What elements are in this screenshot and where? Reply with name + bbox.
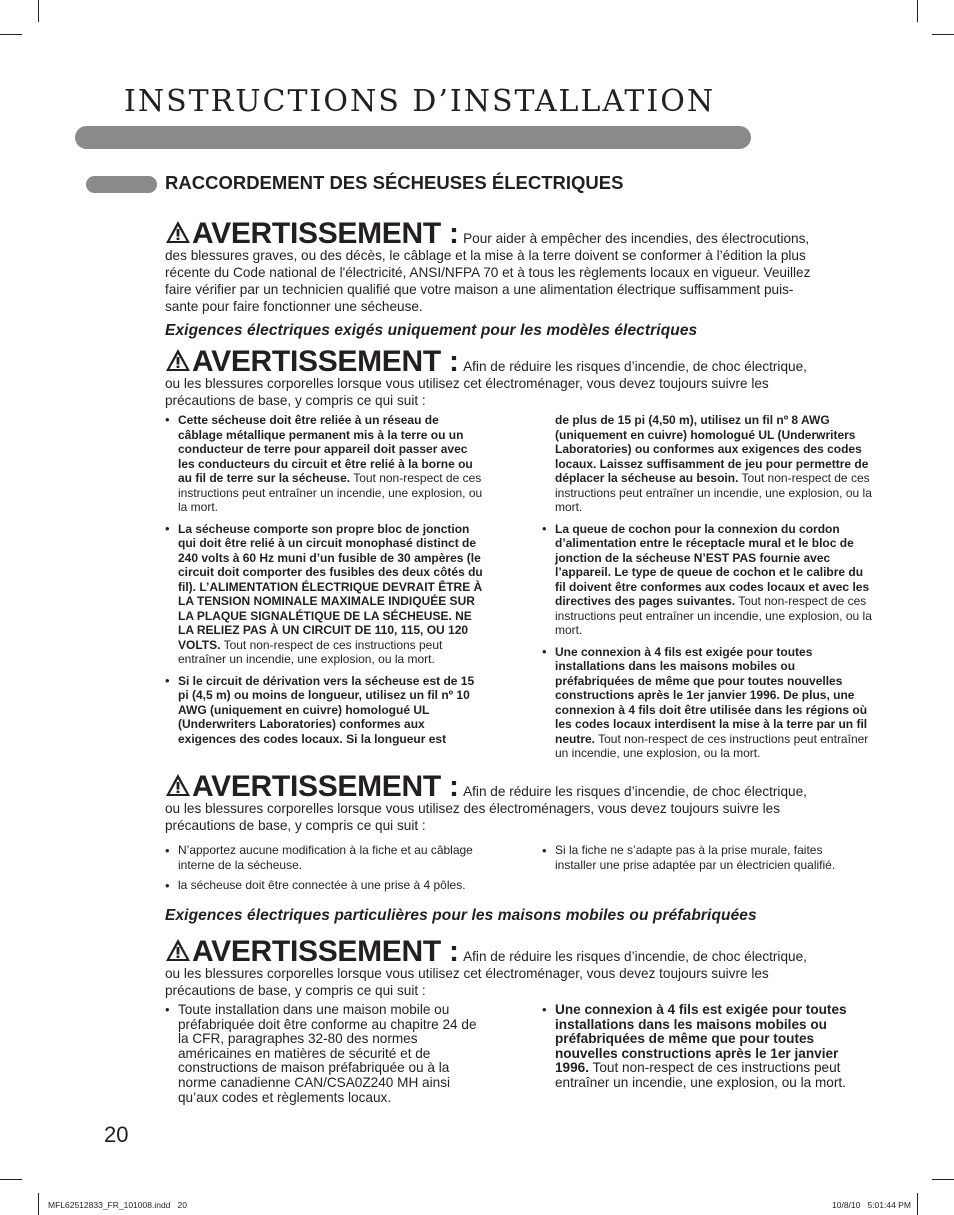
warning-word: AVERTISSEMENT : bbox=[192, 345, 459, 378]
warning-triangle-icon bbox=[165, 348, 191, 372]
crop-mark bbox=[38, 1193, 39, 1215]
warning-header bbox=[165, 770, 885, 804]
warning-line: précautions de base, y compris ce qui suit : bbox=[165, 983, 426, 998]
left-bullet-column bbox=[165, 413, 485, 753]
warning-body bbox=[165, 247, 885, 315]
list-item bbox=[542, 645, 872, 761]
list-item bbox=[165, 674, 485, 747]
list-item bbox=[542, 1003, 862, 1091]
title-bar bbox=[75, 126, 751, 149]
list-item bbox=[165, 413, 485, 515]
list-item: • Toute installation dans une maison mobile ou préfabriquée doit être conforme au chapitre 24 de la CFR, paragraphes 32-80 des normes américaines en matières de sécurité et de constructions de maison préfabriquée ou à la norme canadienne CAN/CSA0Z240 MH ainsi qu’aux codes et règlements locaux. bbox=[165, 1003, 485, 1105]
left-bullet-column bbox=[165, 843, 495, 898]
crop-mark bbox=[0, 1179, 22, 1180]
right-bullet-column bbox=[542, 843, 852, 878]
right-bullet-column bbox=[542, 1003, 862, 1098]
warning-line: sante pour faire fonctionner une sécheuse. bbox=[165, 299, 423, 314]
list-item bbox=[165, 522, 485, 667]
left-bullet-column bbox=[165, 1003, 485, 1112]
list-item: • Si la fiche ne s’adapte pas à la prise murale, faites installer une prise adaptée par un électricien qualifié. bbox=[542, 843, 852, 873]
footer-file-info: MFL62512833_FR_101008.indd 20 bbox=[48, 1200, 187, 1210]
subheading-electric-models: Exigences électriques exigés uniquement pour les modèles électriques bbox=[165, 322, 698, 339]
warning-line: récente du Code national de l'électricité, ANSI/NFPA 70 et à tous les règlements locaux en vigueur. Veuillez bbox=[165, 265, 811, 280]
bullet-bold-text: La sécheuse comporte son propre bloc de jonction qui doit être relié à un circuit monophasé distinct de 240 volts à 60 Hz muni d’un fusible de 30 ampères (le circuit doit comporter des fusibles des deux côtés du fil). L’ALIMENTATION ÉLECTRIQUE DEVRAIT ÊTRE À LA TENSION NOMINALE MAXIMALE INDIQUÉE SUR LA PLAQUE SIGNALÉTIQUE DE LA SÉCHEUSE. NE LA RELIEZ PAS À UN CIRCUIT DE 110, 115, OU 120 VOLTS. bbox=[178, 521, 483, 652]
warning-header bbox=[165, 217, 885, 251]
warning-lead: Afin de réduire les risques d’incendie, de choc électrique, bbox=[463, 359, 807, 374]
warning-line: des blessures graves, ou des décès, le câblage et la mise à la terre doivent se conformer à l’édition la plus bbox=[165, 248, 806, 263]
warning-block-2 bbox=[165, 345, 885, 409]
bullet-bold-text: de plus de 15 pi (4,50 m), utilisez un fil nº 8 AWG (uniquement en cuivre) homologué UL (Underwriters Laboratories) ou conformes aux exigences des codes locaux. Laissez suffisamment de jeu pour permettre de déplacer la sécheuse au besoin. bbox=[555, 413, 869, 485]
subheading-mobile-homes: Exigences électriques particulières pour les maisons mobiles ou préfabriquées bbox=[165, 907, 757, 924]
warning-line: précautions de base, y compris ce qui suit : bbox=[165, 393, 426, 408]
crop-mark bbox=[38, 0, 39, 22]
crop-mark bbox=[932, 34, 954, 35]
footer-date: 10/8/10 5:01:44 PM bbox=[832, 1200, 911, 1210]
warning-triangle-icon bbox=[165, 938, 191, 962]
warning-triangle-icon bbox=[165, 773, 191, 797]
warning-line: précautions de base, y compris ce qui suit : bbox=[165, 818, 426, 833]
list-item bbox=[542, 522, 872, 638]
bullet-bold-text: Si le circuit de dérivation vers la sécheuse est de 15 pi (4,5 m) ou moins de longueur, utilisez un fil nº 10 AWG (uniquement en cuivre) homologué UL (Underwriters Laboratories) conformes aux exigences des codes locaux. Si la longueur est bbox=[178, 673, 475, 746]
crop-mark bbox=[917, 0, 918, 22]
bullet-text: Tout non-respect de ces instructions peut entraîner un incendie, une explosion, ou la mort. bbox=[178, 637, 443, 666]
warning-line: ou les blessures corporelles lorsque vous utilisez cet électroménager, vous devez toujours suivre les bbox=[165, 966, 769, 981]
warning-lead: Afin de réduire les risques d’incendie, de choc électrique, bbox=[463, 784, 807, 799]
warning-lead: Pour aider à empêcher des incendies, des électrocutions, bbox=[463, 231, 810, 246]
bullet-text: Tout non-respect de ces instructions peut entraîner un incendie, une explosion, ou la mort. bbox=[555, 471, 872, 514]
list-item-continuation bbox=[542, 413, 872, 515]
warning-triangle-icon bbox=[165, 220, 191, 244]
warning-word: AVERTISSEMENT : bbox=[192, 770, 459, 803]
warning-block-3 bbox=[165, 770, 885, 834]
right-bullet-column bbox=[542, 413, 872, 768]
crop-mark bbox=[917, 1193, 918, 1215]
bullet-bold-text: Une connexion à 4 fils est exigée pour toutes installations dans les maisons mobiles ou préfabriquées de même que pour toutes nouvelles constructions après le 1er janvier 1996. De plus, une connexion à 4 fils doit être utilisée dans les régions où les codes locaux interdisent la mise à la terre par un fil neutre. bbox=[555, 644, 868, 746]
section-pill bbox=[86, 176, 157, 193]
warning-header bbox=[165, 345, 885, 379]
list-item: • la sécheuse doit être connectée à une prise à 4 pôles. bbox=[165, 878, 495, 893]
page-title: INSTRUCTIONS D’INSTALLATION bbox=[124, 84, 716, 119]
warning-lead: Afin de réduire les risques d’incendie, de choc électrique, bbox=[463, 949, 807, 964]
bullet-text: Tout non-respect de ces instructions peut entraîner un incendie, une explosion, ou la mort. bbox=[555, 731, 869, 760]
bullet-bold-text: Cette sécheuse doit être reliée à un réseau de câblage métallique permanent mis à la terre ou un conducteur de terre pour appareil doit passer avec les conducteurs du circuit et être relié à la borne ou au fil de terre sur la sécheuse. bbox=[178, 413, 473, 485]
warning-block-4 bbox=[165, 935, 885, 999]
page-number: 20 bbox=[104, 1122, 129, 1147]
section-heading: RACCORDEMENT DES SÉCHEUSES ÉLECTRIQUES bbox=[165, 172, 624, 193]
warning-block-1 bbox=[165, 217, 885, 315]
bullet-text: Tout non-respect de ces instructions peut entraîner un incendie, une explosion, ou la mort. bbox=[178, 471, 483, 514]
warning-body bbox=[165, 965, 885, 999]
crop-mark bbox=[932, 1179, 954, 1180]
warning-word: AVERTISSEMENT : bbox=[192, 935, 459, 968]
warning-word: AVERTISSEMENT : bbox=[192, 217, 459, 250]
warning-line: ou les blessures corporelles lorsque vous utilisez des électroménagers, vous devez toujours suivre les bbox=[165, 801, 781, 816]
crop-mark bbox=[0, 34, 22, 35]
warning-line: faire vérifier par un technicien qualifié que votre maison a une alimentation électrique suffisamment puis- bbox=[165, 282, 794, 297]
bullet-bold-text: Une connexion à 4 fils est exigée pour toutes installations dans les maisons mobiles ou préfabriquées de même que pour toutes nouvelles constructions après le 1er janvier 1996. bbox=[555, 1002, 847, 1076]
warning-body bbox=[165, 375, 885, 409]
bullet-text: Tout non-respect de ces instructions peut entraîner un incendie, une explosion, ou la mort. bbox=[555, 1060, 846, 1090]
bullet-text: Tout non-respect de ces instructions peut entraîner un incendie, une explosion, ou la mort. bbox=[555, 594, 872, 637]
warning-line: ou les blessures corporelles lorsque vous utilisez cet électroménager, vous devez toujours suivre les bbox=[165, 376, 769, 391]
bullet-bold-text: La queue de cochon pour la connexion du cordon d’alimentation entre le réceptacle mural et le bloc de jonction de la sécheuse N’EST PAS fournie avec l’appareil. Le type de queue de cochon et le calibre du fil doivent être conformes aux codes locaux et avec les directives des pages suivantes. bbox=[555, 521, 870, 608]
list-item: • N’apportez aucune modification à la fiche et au câblage interne de la sécheuse. bbox=[165, 843, 495, 873]
warning-header bbox=[165, 935, 885, 969]
warning-body bbox=[165, 800, 885, 834]
